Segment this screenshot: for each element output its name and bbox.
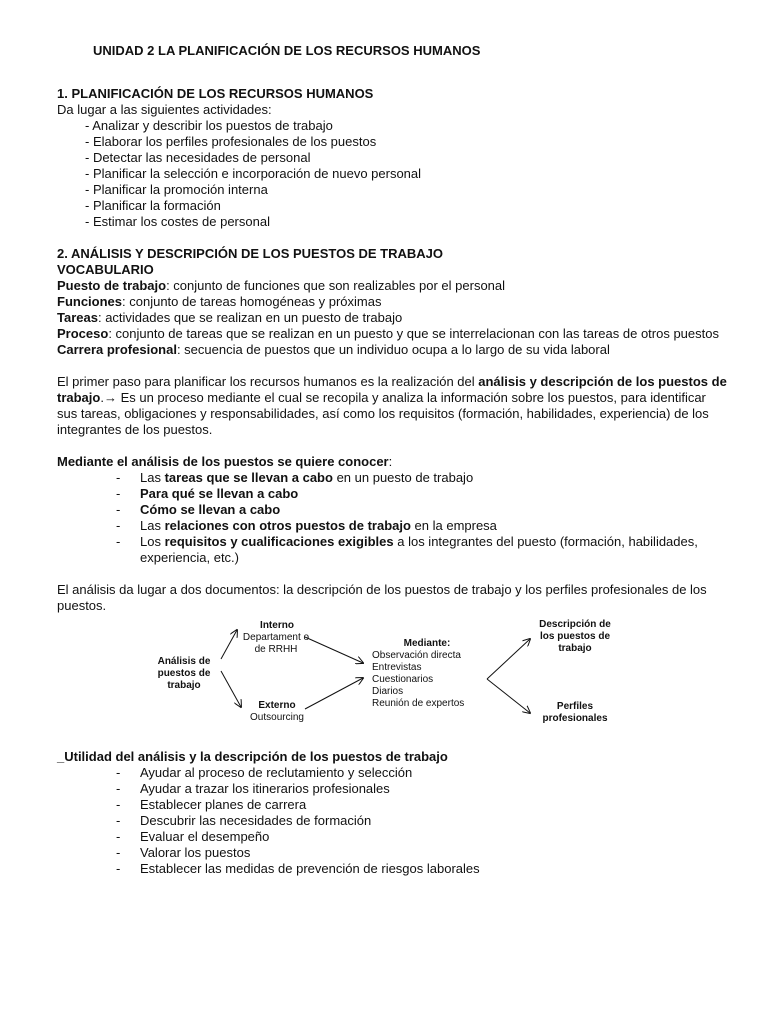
list-item: Reunión de expertos (372, 698, 465, 709)
vocab-item: Funciones: conjunto de tareas homogéneas y próximas (57, 294, 382, 309)
diagram-mediante-title: Mediante: (403, 638, 451, 649)
diagram-descripcion: Descripción de los puestos de trabajo (539, 619, 611, 654)
paragraph-first-step: El primer paso para planificar los recursos humanos es la realización del análisis y descripción de los puestos de trabajo.→ Es un proceso mediante el cual se recopila y analiza la información sobre los puestos, para identificar sus tareas, obligaciones y responsabilidades, así como los requisitos (formación, habilidades, experiencia) de los integrantes de los puestos. (57, 374, 727, 437)
vocab-list (57, 278, 727, 358)
activities-list (57, 118, 727, 230)
list-item: - Las tareas que se llevan a cabo en un puesto de trabajo (116, 470, 474, 485)
section1-heading: 1. PLANIFICACIÓN DE LOS RECURSOS HUMANOS (57, 86, 374, 101)
vocab-heading: VOCABULARIO (57, 262, 154, 277)
list-item: Diarios (372, 686, 404, 697)
list-item: Observación directa (372, 650, 461, 661)
list-item: - Valorar los puestos (116, 845, 251, 860)
list-item: - Evaluar el desempeño (116, 829, 270, 844)
know-heading: Mediante el análisis de los puestos se quiere conocer: (57, 454, 393, 469)
list-item: - Detectar las necesidades de personal (85, 150, 311, 165)
arrow-to-perfiles (487, 679, 530, 713)
analysis-diagram (57, 616, 727, 737)
list-item: - Establecer planes de carrera (116, 797, 307, 812)
list-item: - Analizar y describir los puestos de trabajo (85, 118, 333, 133)
list-item: - Elaborar los perfiles profesionales de los puestos (85, 134, 377, 149)
list-item: Cuestionarios (372, 674, 434, 685)
list-item: - Planificar la selección e incorporación de nuevo personal (85, 166, 422, 181)
diagram-externo-sub: Outsourcing (250, 712, 304, 723)
arrow-interno-mediante (305, 637, 363, 663)
list-item: - Las relaciones con otros puestos de trabajo en la empresa (116, 518, 497, 533)
paragraph-two-documents: El análisis da lugar a dos documentos: la descripción de los puestos de trabajo y los perfiles profesionales de los puestos. (57, 582, 707, 613)
section2-heading: 2. ANÁLISIS Y DESCRIPCIÓN DE LOS PUESTOS DE TRABAJO (57, 246, 443, 261)
vocab-item: Carrera profesional: secuencia de puestos que un individuo ocupa a lo largo de su vida laboral (57, 342, 610, 357)
arrow-externo-mediante (305, 678, 363, 709)
arrow-to-descripcion (487, 639, 530, 679)
list-item: - Para qué se llevan a cabo (116, 486, 299, 501)
diagram-interno-title: Interno (260, 620, 294, 631)
vocab-item: Puesto de trabajo: conjunto de funciones que son realizables por el personal (57, 278, 506, 293)
document-page (57, 43, 727, 877)
list-item: Entrevistas (372, 662, 422, 673)
list-item: - Ayudar a trazar los itinerarios profesionales (116, 781, 390, 796)
list-item: - Descubrir las necesidades de formación (116, 813, 372, 828)
list-item: - Cómo se llevan a cabo (116, 502, 281, 517)
list-item: - Estimar los costes de personal (85, 214, 270, 229)
list-item: - Planificar la promoción interna (85, 182, 268, 197)
diagram-left-label: Análisis de puestos de trabajo (157, 656, 211, 691)
list-item: - Los requisitos y cualificaciones exigibles a los integrantes del puesto (formación, habilidades, experiencia, etc.) (116, 534, 698, 565)
section1-intro: Da lugar a las siguientes actividades: (57, 102, 272, 117)
vocab-item: Proceso: conjunto de tareas que se realizan en un puesto y que se interrelacionan con las tareas de otros puestos (57, 326, 719, 341)
diagram-perfiles: Perfiles profesionales (542, 701, 608, 724)
diagram-interno-sub: Departament o de RRHH (242, 632, 310, 655)
list-item: - Establecer las medidas de prevención de riesgos laborales (116, 861, 480, 876)
page-title: UNIDAD 2 LA PLANIFICACIÓN DE LOS RECURSOS HUMANOS (93, 43, 481, 58)
know-list (57, 470, 727, 566)
utility-list (57, 765, 727, 877)
arrow-to-interno (221, 630, 237, 659)
diagram-mediante-list (372, 650, 482, 710)
vocab-item: Tareas: actividades que se realizan en un puesto de trabajo (57, 310, 403, 325)
utility-heading: _Utilidad del análisis y la descripción de los puestos de trabajo (57, 749, 448, 764)
arrow-to-externo (221, 671, 241, 707)
list-item: - Ayudar al proceso de reclutamiento y selección (116, 765, 413, 780)
list-item: - Planificar la formación (85, 198, 221, 213)
diagram-externo-title: Externo (258, 700, 296, 711)
